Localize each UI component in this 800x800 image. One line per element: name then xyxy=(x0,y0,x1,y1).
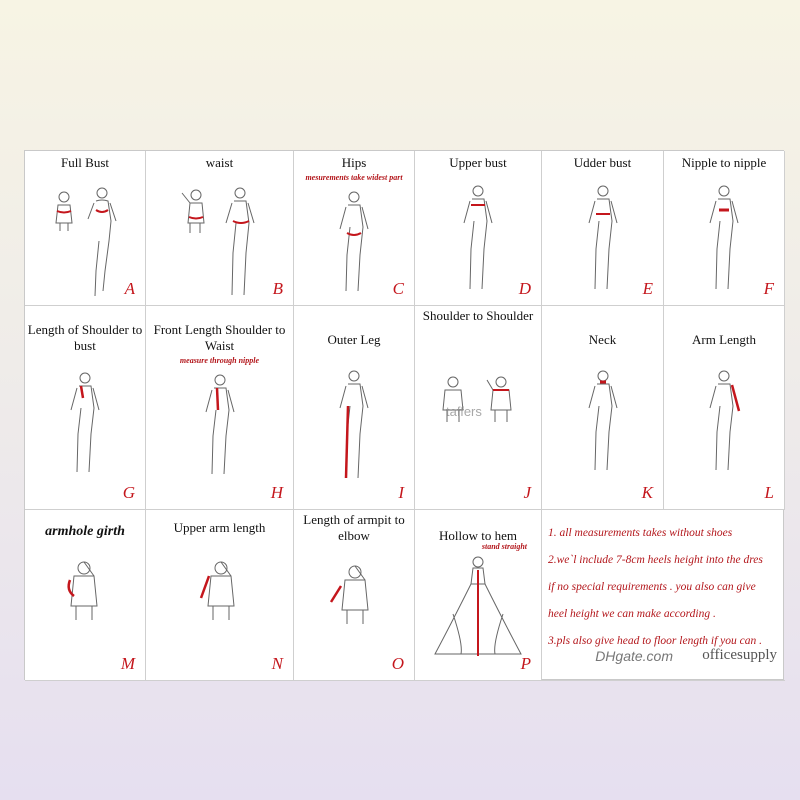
figure-illustration xyxy=(542,366,663,476)
cell-full-bust xyxy=(25,151,146,306)
cell-letter: A xyxy=(124,279,135,298)
cell-front-length xyxy=(146,306,294,510)
cell-nipple-to-nipple xyxy=(664,151,785,306)
cell-letter: I xyxy=(398,483,404,502)
figure-illustration xyxy=(294,366,414,486)
cell-title: Full Bust xyxy=(60,155,110,170)
cell-title: Udder bust xyxy=(573,155,632,170)
cell-udder-bust xyxy=(542,151,664,306)
cell-hollow-to-hem xyxy=(415,510,542,681)
cell-hips xyxy=(294,151,415,306)
figure-illustration xyxy=(146,181,293,301)
figure-illustration xyxy=(146,370,293,480)
cell-title: Nipple to nipple xyxy=(681,155,767,170)
cell-letter: N xyxy=(271,654,283,673)
cell-title: Length of armpit to elbow xyxy=(303,512,405,543)
cell-title: Shoulder to Shoulder xyxy=(422,308,534,323)
cell-armpit-to-elbow xyxy=(294,510,415,681)
dhgate-watermark: DHgate.com xyxy=(595,648,673,664)
cell-letter: K xyxy=(641,483,653,502)
cell-letter: O xyxy=(391,654,404,673)
figure-illustration xyxy=(664,366,784,476)
cell-waist xyxy=(146,151,294,306)
cell-shoulder-to-bust xyxy=(25,306,146,510)
cell-title: Outer Leg xyxy=(327,332,381,347)
cell-letter: J xyxy=(523,483,531,502)
note-line: heel height we can make according . xyxy=(548,608,716,620)
note-line: if no special requirements . you also can give xyxy=(548,581,756,593)
cell-title: waist xyxy=(205,155,234,170)
cell-letter: C xyxy=(392,279,404,298)
cell-outer-leg xyxy=(294,306,415,510)
figure-illustration xyxy=(25,368,145,478)
figure-illustration xyxy=(415,554,541,664)
cell-letter: H xyxy=(270,483,283,502)
cell-title: Hollow to hem xyxy=(439,528,517,543)
figure-illustration xyxy=(25,554,145,644)
cell-note: mesurements take widest part xyxy=(305,173,403,182)
cell-letter: F xyxy=(763,279,774,298)
cell-armhole-girth xyxy=(25,510,146,681)
cell-title: Upper arm length xyxy=(173,520,266,535)
figure-illustration xyxy=(146,554,293,644)
notes-panel xyxy=(542,510,785,681)
cell-letter: D xyxy=(518,279,531,298)
figure-illustration xyxy=(294,558,414,648)
cell-title: Hips xyxy=(341,155,367,170)
cell-upper-bust xyxy=(415,151,542,306)
measurement-chart xyxy=(24,150,784,680)
note-line: 1. all measurements takes without shoes xyxy=(548,527,733,539)
note-line: 3.pls also give head to floor length if you can . xyxy=(548,635,763,647)
cell-note: stand straight xyxy=(481,542,527,551)
cell-letter: E xyxy=(642,279,653,298)
cell-neck xyxy=(542,306,664,510)
cell-title: Length of Shoulder to bust xyxy=(27,322,143,353)
cell-letter: P xyxy=(520,654,531,673)
cell-arm-length xyxy=(664,306,785,510)
note-line: 2.we`l include 7-8cm heels height into the dres xyxy=(548,554,763,566)
cell-title: Neck xyxy=(588,332,617,347)
center-watermark: taffers xyxy=(446,404,482,419)
cell-title: Arm Length xyxy=(692,332,756,347)
cell-letter: G xyxy=(122,483,135,502)
cell-title: armhole girth xyxy=(45,524,125,539)
cell-title: Front Length Shoulder to Waist xyxy=(153,322,286,353)
cell-upper-arm-length xyxy=(146,510,294,681)
cell-letter: L xyxy=(764,483,774,502)
store-watermark: officesupply xyxy=(702,647,777,663)
cell-letter: M xyxy=(120,654,135,673)
cell-note: measure through nipple xyxy=(179,356,260,365)
cell-letter: B xyxy=(272,279,283,298)
cell-title: Upper bust xyxy=(449,155,507,170)
